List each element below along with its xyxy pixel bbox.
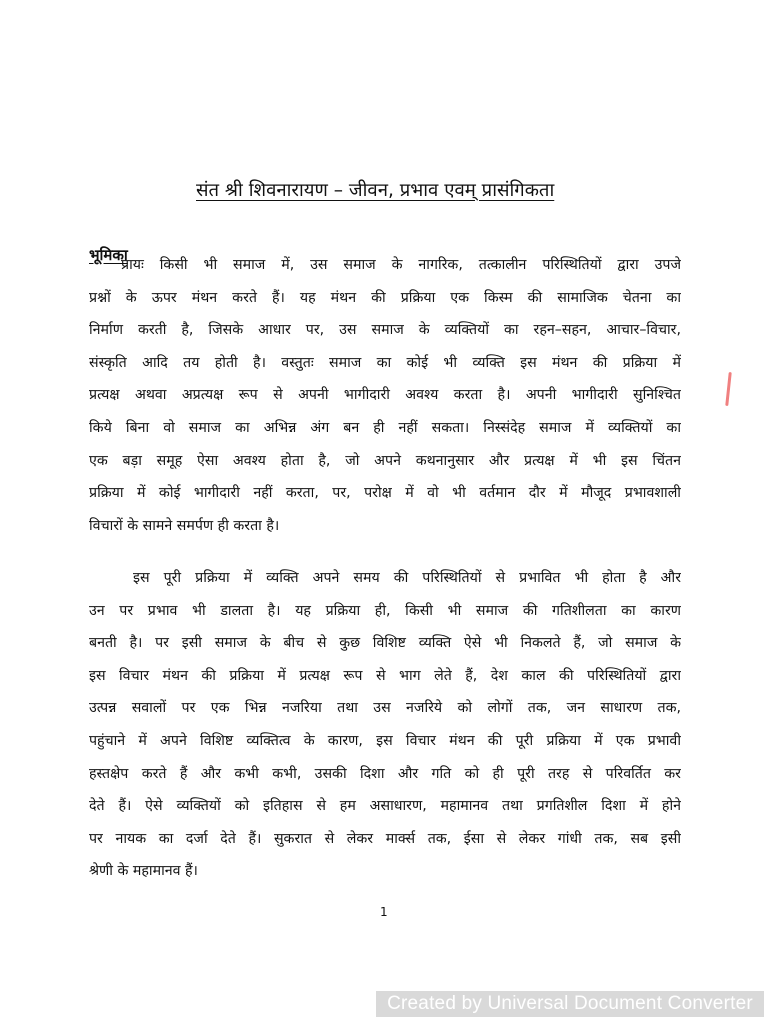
paragraph-line: एक बड़ा समूह ऐसा अवश्य होता है, जो अपने कथनानुसार और प्रत्यक्ष में भी इस चिंतन	[89, 452, 681, 469]
paragraph-line: प्रश्नों के ऊपर मंथन करते हैं। यह मंथन की प्रक्रिया एक किस्म की सामाजिक चेतना का	[89, 289, 681, 306]
paragraph-line: पर नायक का दर्जा देते हैं। सुकरात से लेकर मार्क्स तक, ईसा से लेकर गांधी तक, सब इसी	[89, 830, 681, 847]
paragraph-2	[89, 562, 681, 888]
paragraph-line: श्रेणी के महामानव हैं।	[89, 863, 198, 880]
paragraph-1	[89, 249, 681, 542]
paragraph-line: प्रत्यक्ष अथवा अप्रत्यक्ष रूप से अपनी भागीदारी अवश्य करता है। अपनी भागीदारी सुनिश्चित	[89, 387, 681, 404]
paragraph-line: प्रायः किसी भी समाज में, उस समाज के नागरिक, तत्कालीन परिस्थितियों द्वारा उपजे	[121, 257, 681, 273]
paragraph-line: उत्पन्न सवालों पर एक भिन्न नजरिया तथा उस नजरिये को लोगों तक, जन साधारण तक,	[89, 700, 681, 717]
page-number: 1	[380, 905, 388, 919]
paragraph-line: निर्माण करती है, जिसके आधार पर, उस समाज के व्यक्तियों का रहन–सहन, आचार–विचार,	[89, 322, 681, 339]
paragraph-line: बनती है। पर इसी समाज के बीच से कुछ विशिष्ट व्यक्ति ऐसे भी निकलते हैं, जो समाज के	[89, 635, 681, 652]
margin-pen-mark	[725, 372, 732, 406]
paragraph-line: पहुंचाने में अपने विशिष्ट व्यक्तित्व के कारण, इस विचार मंथन की पूरी प्रक्रिया में एक प्रभावी	[89, 732, 681, 749]
section-heading: भूमिका	[89, 246, 128, 264]
paragraph-line: इस पूरी प्रक्रिया में व्यक्ति अपने समय की परिस्थितियों से प्रभावित भी होता है और	[133, 570, 681, 586]
paragraph-line: इस विचार मंथन की प्रक्रिया में प्रत्यक्ष रूप से भाग लेते हैं, देश काल की परिस्थितियों द्वारा	[89, 667, 681, 684]
paragraph-line: प्रक्रिया में कोई भागीदारी नहीं करता, पर, परोक्ष में वो भी वर्तमान दौर में मौजूद प्रभावशाली	[89, 485, 681, 502]
paragraph-line: किये बिना वो समाज का अभिन्न अंग बन ही नहीं सकता। निस्संदेह समाज में व्यक्तियों का	[89, 419, 681, 436]
document-title: संत श्री शिवनारायण – जीवन, प्रभाव एवम् प्रासंगिकता	[196, 180, 555, 201]
paragraph-line: संस्कृति आदि तय होती है। वस्तुतः समाज का कोई भी व्यक्ति इस मंथन की प्रक्रिया में	[89, 354, 681, 371]
paragraph-line: देते हैं। ऐसे व्यक्तियों को इतिहास से हम असाधारण, महामानव तथा प्रगतिशील दिशा में होने	[89, 798, 681, 815]
paragraph-line: विचारों के सामने समर्पण ही करता है।	[89, 517, 280, 534]
watermark-banner: Created by Universal Document Converter	[376, 991, 764, 1017]
paragraph-line: हस्तक्षेप करते हैं और कभी कभी, उसकी दिशा और गति को ही पूरी तरह से परिवर्तित कर	[89, 765, 681, 782]
paragraph-line: उन पर प्रभाव भी डालता है। यह प्रक्रिया ही, किसी भी समाज की गतिशीलता का कारण	[89, 602, 681, 619]
